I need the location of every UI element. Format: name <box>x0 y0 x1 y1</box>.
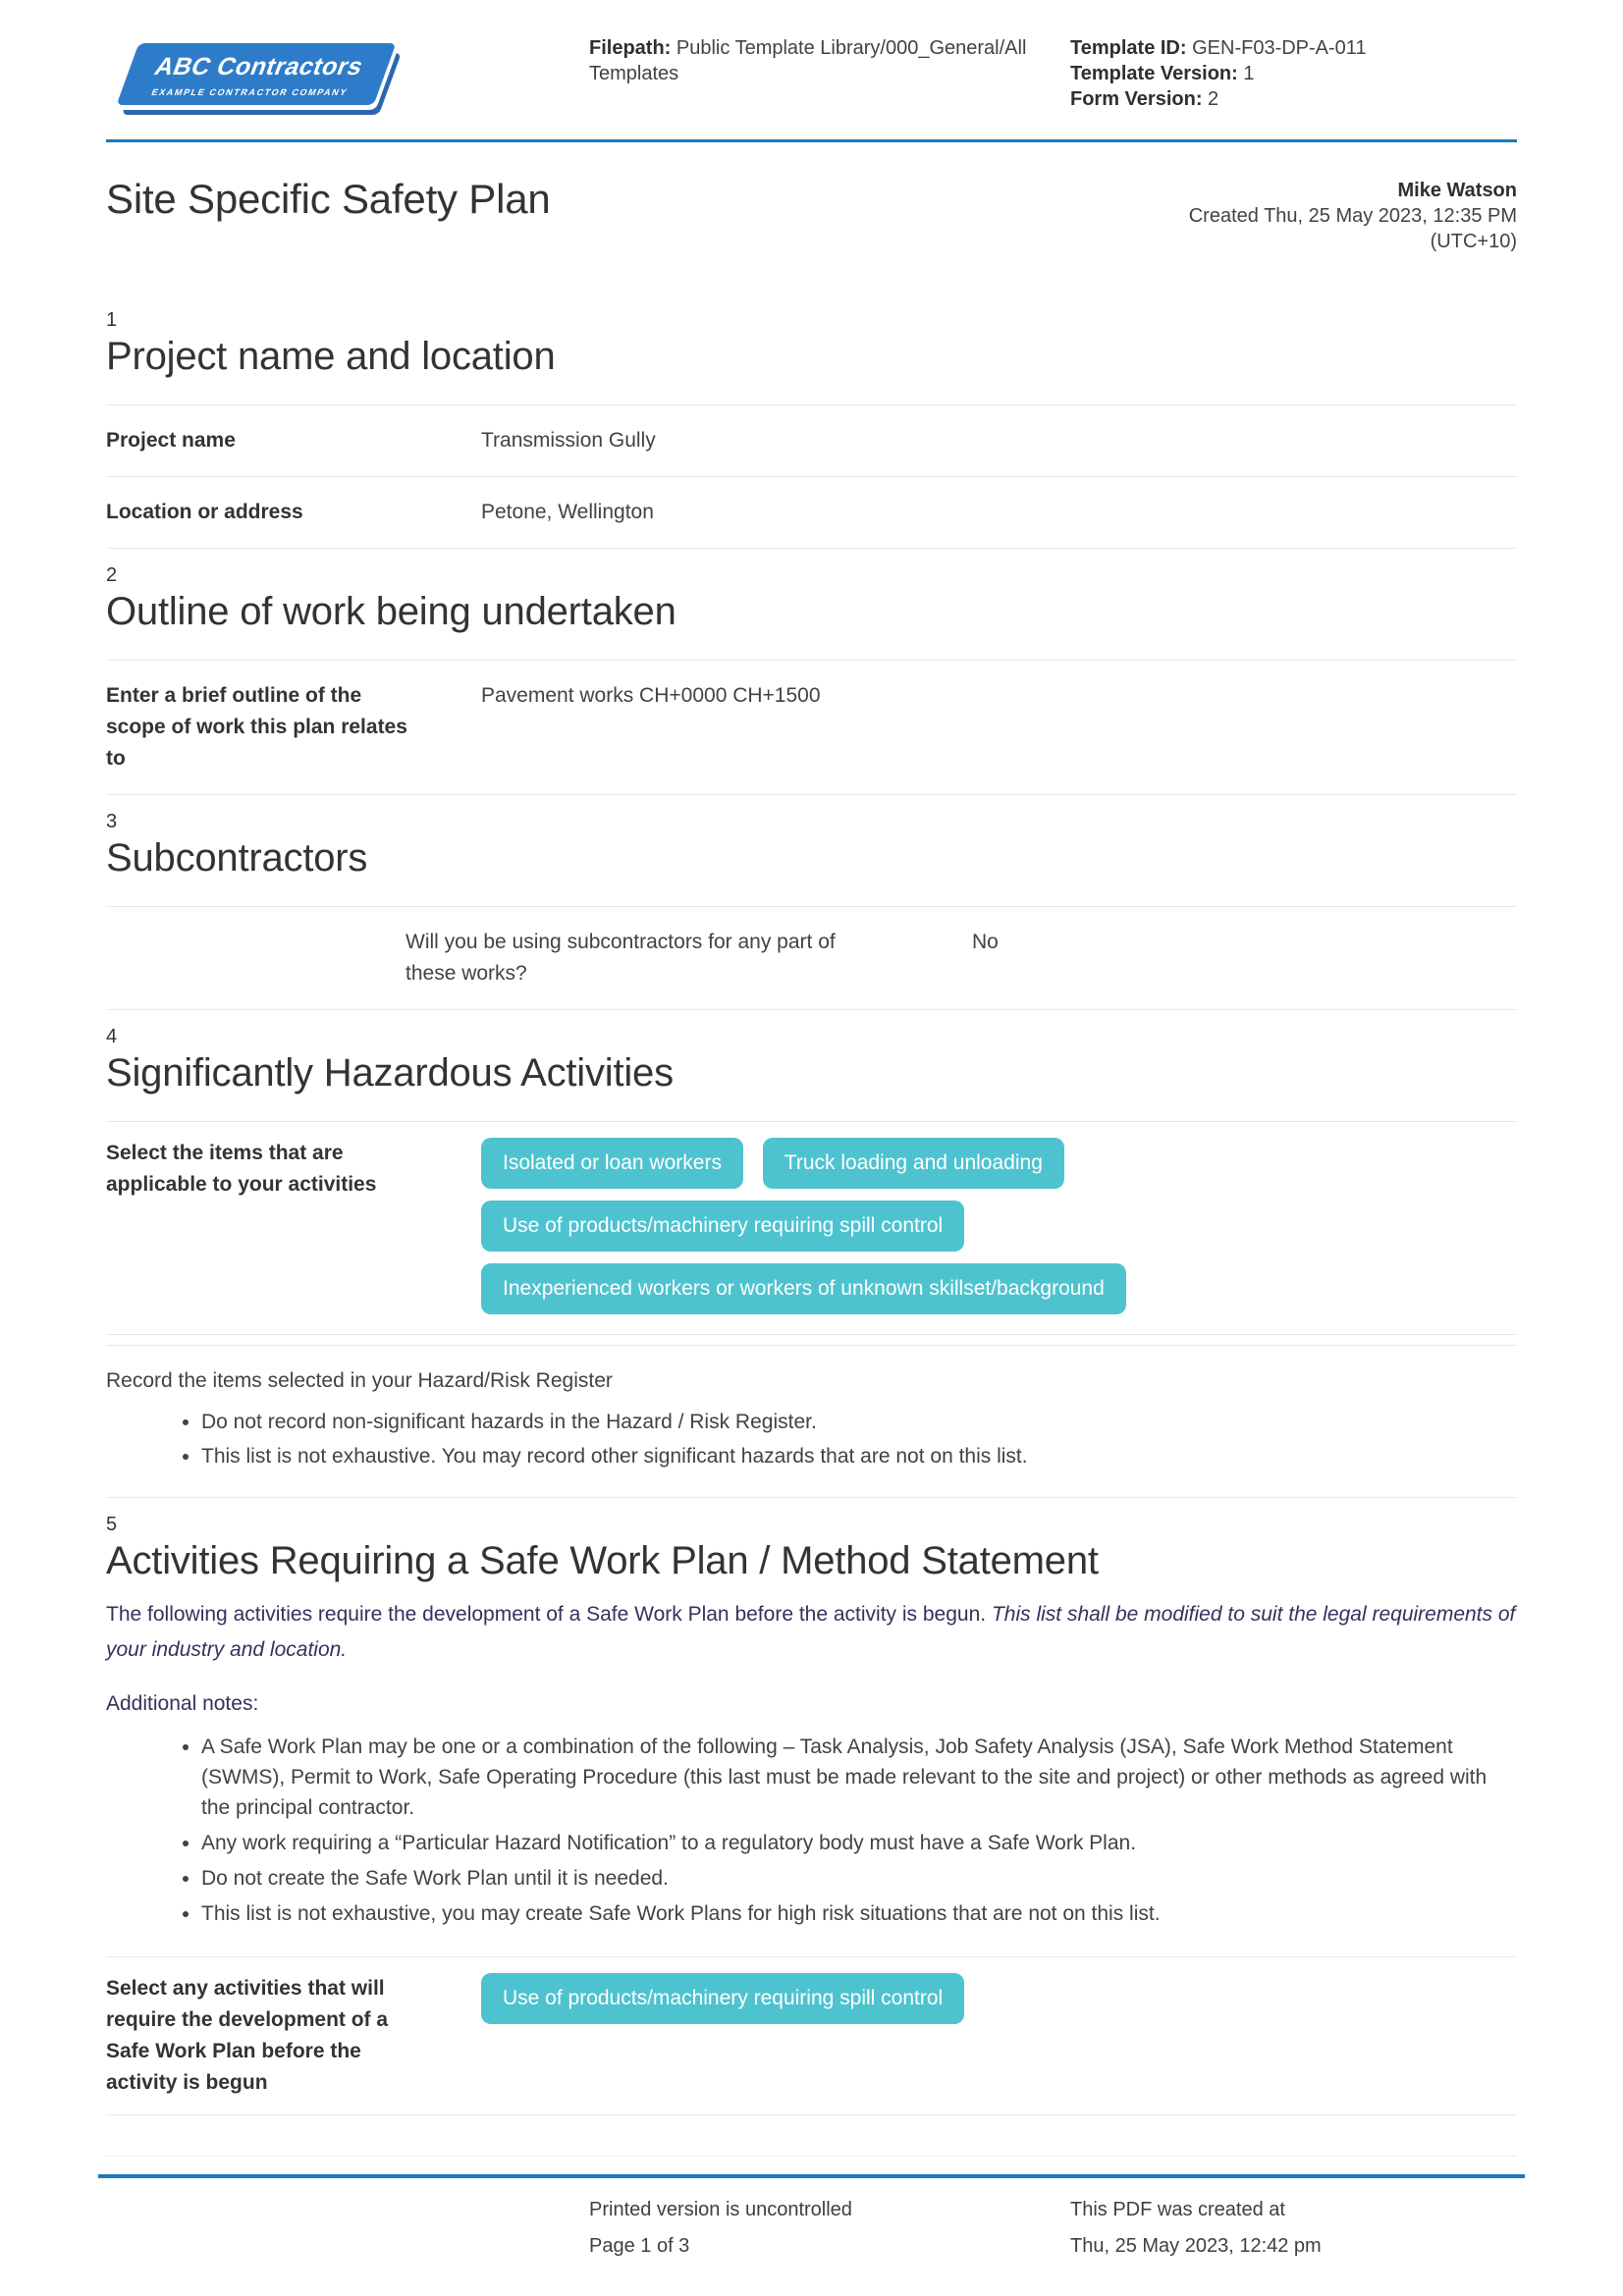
answer-value: No <box>972 931 999 953</box>
created-info <box>1189 176 1517 254</box>
field-label: Select the items that are applicable to your activities <box>106 1142 377 1196</box>
logo-banner-shape <box>117 43 397 105</box>
table-row <box>106 1956 1517 2114</box>
filepath-value: Public Template Library/000_General/All Templates <box>589 37 1027 84</box>
section-outline-of-work <box>106 564 1517 795</box>
pdf-created-timestamp: Thu, 25 May 2023, 12:42 pm <box>1070 2235 1322 2257</box>
bullet-item: • A Safe Work Plan may be one or a combination of the following – Task Analysis, Job Safety Analysis (JSA), Safe Work Method Statement (SWMS), Permit to Work, Safe Operating Procedure (this last must be made relevant to the site and project) or other methods as agreed with the principal contractor. <box>201 1732 1517 1823</box>
section-heading: Outline of work being undertaken <box>106 590 676 633</box>
tag-line <box>481 1201 1140 1252</box>
field-label: Location or address <box>106 501 303 523</box>
form-version-value: 2 <box>1208 88 1219 110</box>
selected-hazards-row <box>106 1121 1517 1335</box>
table-row <box>106 906 1517 1009</box>
section-intro <box>106 1597 1517 1668</box>
template-id-value: GEN-F03-DP-A-011 <box>1192 37 1367 59</box>
section-heading: Significantly Hazardous Activities <box>106 1051 674 1095</box>
author-name: Mike Watson <box>1397 180 1517 201</box>
table-row <box>106 404 1517 476</box>
question-text: Will you be using subcontractors for any part of these works? <box>406 931 836 985</box>
footer-left-column <box>589 2192 1070 2265</box>
filepath-info <box>589 29 1070 86</box>
footer-right-column <box>1070 2192 1322 2265</box>
section-number: 1 <box>106 309 118 331</box>
section-heading: Activities Requiring a Safe Work Plan / Method Statement <box>106 1539 1099 1582</box>
additional-notes-label: Additional notes: <box>106 1692 259 1715</box>
company-logo <box>106 29 589 105</box>
template-version-label: Template Version: <box>1070 63 1238 84</box>
intro-normal-text: The following activities require the development of a Safe Work Plan before the activity is begun. <box>106 1603 992 1626</box>
form-table <box>106 404 1517 549</box>
page-title: Site Specific Safety Plan <box>106 176 551 222</box>
section-subcontractors <box>106 811 1517 1010</box>
section-heading: Subcontractors <box>106 836 368 880</box>
field-label: Enter a brief outline of the scope of work this plan relates to <box>106 684 407 770</box>
section-number: 3 <box>106 811 118 832</box>
form-version-line <box>1070 86 1367 112</box>
pdf-created-label: This PDF was created at <box>1070 2199 1285 2220</box>
footer-text <box>98 2178 1525 2265</box>
uncontrolled-notice: Printed version is uncontrolled <box>589 2199 852 2220</box>
row-spacer <box>106 927 406 989</box>
bullet-item: • Do not record non-significant hazards in the Hazard / Risk Register. <box>201 1407 1517 1437</box>
form-table <box>106 906 1517 1010</box>
section-safe-work-plan <box>106 1514 1517 2115</box>
form-table <box>106 1956 1517 2115</box>
record-bullet-list <box>106 1407 1517 1471</box>
section-number: 2 <box>106 564 118 586</box>
filepath-label: Filepath: <box>589 37 672 59</box>
form-version-label: Form Version: <box>1070 88 1203 110</box>
activity-tag: Use of products/machinery requiring spill control <box>481 1973 964 2024</box>
hazard-tag: Truck loading and unloading <box>763 1138 1064 1189</box>
selected-activity-tags <box>481 1973 978 2099</box>
hazard-tag: Inexperienced workers or workers of unknown skillset/background <box>481 1263 1126 1314</box>
bullet-item: • This list is not exhaustive. You may record other significant hazards that are not on this list. <box>201 1441 1517 1471</box>
section-number: 5 <box>106 1514 118 1535</box>
record-note-block <box>106 1345 1517 1498</box>
record-note: Record the items selected in your Hazard/Risk Register <box>106 1369 613 1392</box>
header-divider <box>106 139 1517 142</box>
template-version-line <box>1070 61 1367 86</box>
template-id-line <box>1070 35 1367 61</box>
section-hazardous-activities <box>106 1026 1517 1498</box>
field-label: Select any activities that will require the development of a Safe Work Plan before the activity is begun <box>106 1977 389 2094</box>
hazard-tag: Isolated or loan workers <box>481 1138 743 1189</box>
logo-title: ABC Contractors <box>150 53 368 80</box>
bullet-item: • Any work requiring a “Particular Hazard Notification” to a regulatory body must have a Safe Work Plan. <box>201 1828 1517 1858</box>
section-number: 4 <box>106 1026 118 1047</box>
field-value: Petone, Wellington <box>481 501 654 523</box>
document-header <box>106 29 1517 128</box>
field-value: Pavement works CH+0000 CH+1500 <box>481 684 821 707</box>
tag-line <box>481 1263 1140 1314</box>
field-value: Transmission Gully <box>481 429 656 452</box>
title-block <box>106 176 1517 254</box>
created-timestamp: Created Thu, 25 May 2023, 12:35 PM <box>1188 205 1517 227</box>
form-table <box>106 660 1517 795</box>
hazard-tag: Use of products/machinery requiring spill control <box>481 1201 964 1252</box>
document-footer <box>0 2156 1623 2265</box>
table-row <box>106 476 1517 548</box>
page-number: Page 1 of 3 <box>589 2235 690 2257</box>
intro-italic-text: This list shall be modified to suit the legal requirements of your industry and location. <box>106 1603 1516 1661</box>
pre-footer-line <box>106 2156 1517 2157</box>
logo-subtitle: EXAMPLE CONTRACTOR COMPANY <box>149 87 350 97</box>
selected-hazard-tags <box>481 1138 1140 1314</box>
field-label: Project name <box>106 429 236 452</box>
table-row <box>106 660 1517 794</box>
bullet-item: • This list is not exhaustive, you may create Safe Work Plans for high risk situations that are not on this list. <box>201 1898 1517 1929</box>
tag-line <box>481 1973 978 2024</box>
created-timezone: (UTC+10) <box>1430 231 1517 252</box>
notes-bullet-list <box>106 1732 1517 1929</box>
bullet-item: • Do not create the Safe Work Plan until it is needed. <box>201 1863 1517 1894</box>
template-version-value: 1 <box>1243 63 1255 84</box>
template-meta <box>1070 29 1367 112</box>
template-id-label: Template ID: <box>1070 37 1187 59</box>
section-project-name-location <box>106 309 1517 549</box>
section-heading: Project name and location <box>106 335 556 378</box>
tag-line <box>481 1138 1140 1189</box>
